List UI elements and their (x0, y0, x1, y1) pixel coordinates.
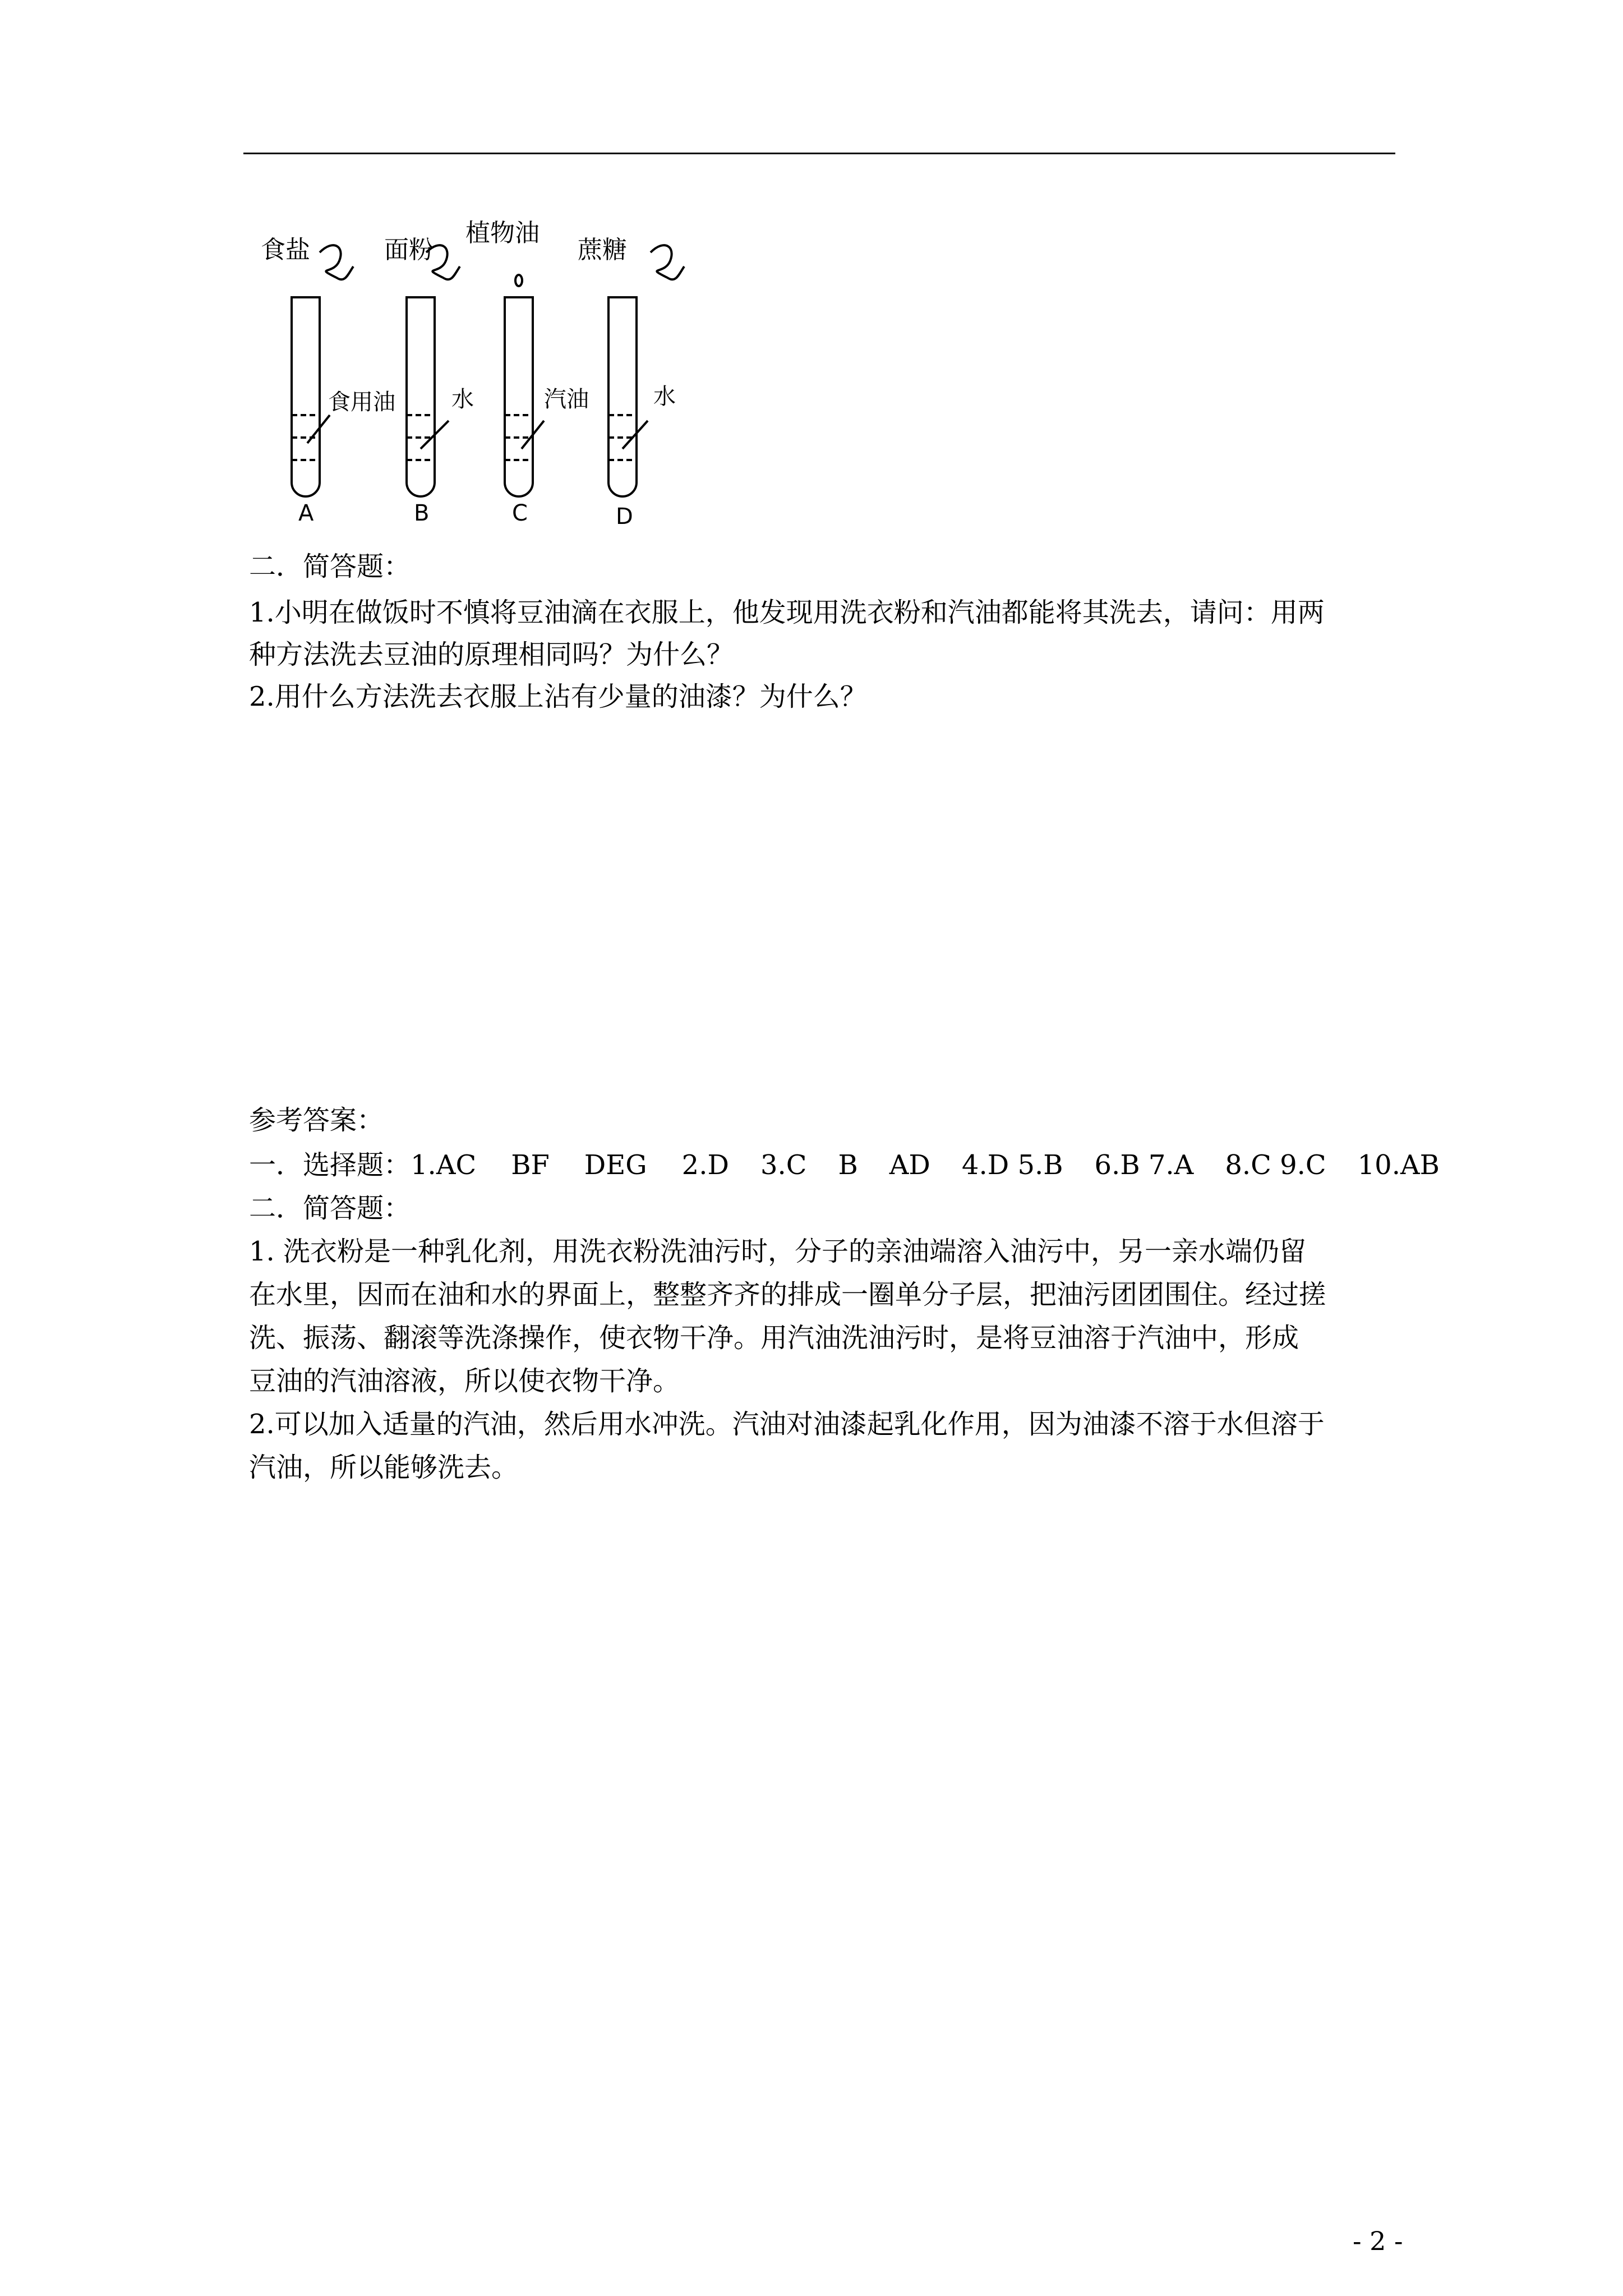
choice-answer: 6.B 7.A (1094, 1149, 1194, 1181)
answers-heading: 参考答案： (249, 1105, 384, 1136)
question-2: 2.用什么方法洗去衣服上沾有少量的油漆？为什么？ (249, 681, 867, 712)
choice-answer: DEG (584, 1149, 647, 1181)
answer-1-line: 洗、振荡、翻滚等洗涤操作，使衣物干净。用汽油洗油污时，是将豆油溶于汽油中，形成 (249, 1322, 1299, 1354)
choice-answer: 8.C 9.C (1225, 1149, 1326, 1181)
test-tube-a (292, 297, 320, 496)
answer-2-line: 汽油，所以能够洗去。 (249, 1452, 519, 1483)
test-tube-b (407, 297, 435, 496)
answer-1-line: 1. 洗衣粉是一种乳化剂，用洗衣粉洗油污时，分子的亲油端溶入油污中，另一亲水端仍留 (249, 1236, 1307, 1267)
answer-1-line: 豆油的汽油溶液，所以使衣物干净。 (249, 1365, 680, 1397)
section-heading: 二．简答题： (249, 551, 411, 582)
substance-label: 食盐 (261, 236, 310, 264)
question-1-line-2: 种方法洗去豆油的原理相同吗？为什么？ (249, 639, 734, 670)
tube-label: A (298, 500, 314, 526)
header-rule (243, 153, 1395, 154)
choice-answers (249, 1148, 1440, 1182)
page-number: - 2 - (1353, 2226, 1403, 2256)
test-tube-d (608, 297, 637, 496)
choice-answer: BF (511, 1149, 550, 1181)
tube-label: B (414, 500, 430, 526)
question-1-line-1: 1.小明在做饭时不慎将豆油滴在衣服上，他发现用洗衣粉和汽油都能将其洗去，请问：用两 (249, 597, 1325, 628)
tube-label: C (512, 500, 528, 526)
solvent-label: 水 (451, 386, 474, 412)
choice-answer: 4.D 5.B (961, 1149, 1063, 1181)
substance-label: 植物油 (465, 219, 540, 247)
solvent-label: 水 (653, 384, 676, 409)
choice-answer: B (838, 1149, 858, 1181)
choice-answer: 2.D (681, 1149, 729, 1181)
solvent-label: 汽油 (544, 386, 589, 412)
choice-label: 一．选择题： (249, 1149, 411, 1181)
substance-label: 蔗糖 (578, 236, 627, 264)
choice-answer: 3.C (760, 1149, 807, 1181)
choice-answer: AD (889, 1149, 930, 1181)
choice-answer: 10.AB (1357, 1149, 1440, 1181)
answer-1-line: 在水里，因而在油和水的界面上，整整齐齐的排成一圈单分子层，把油污团团围住。经过搓 (249, 1279, 1326, 1310)
tube-label: D (616, 504, 633, 527)
test-tube-figure (241, 213, 746, 527)
short-answer-heading: 二．简答题： (249, 1193, 411, 1224)
test-tube-c (505, 297, 533, 496)
solvent-label: 食用油 (328, 389, 395, 415)
answer-2-line: 2.可以加入适量的汽油，然后用水冲洗。汽油对油漆起乳化作用，因为油漆不溶于水但溶于 (249, 1409, 1325, 1440)
choice-answer: 1.AC (411, 1149, 477, 1181)
substance-label: 面粉 (384, 236, 434, 264)
